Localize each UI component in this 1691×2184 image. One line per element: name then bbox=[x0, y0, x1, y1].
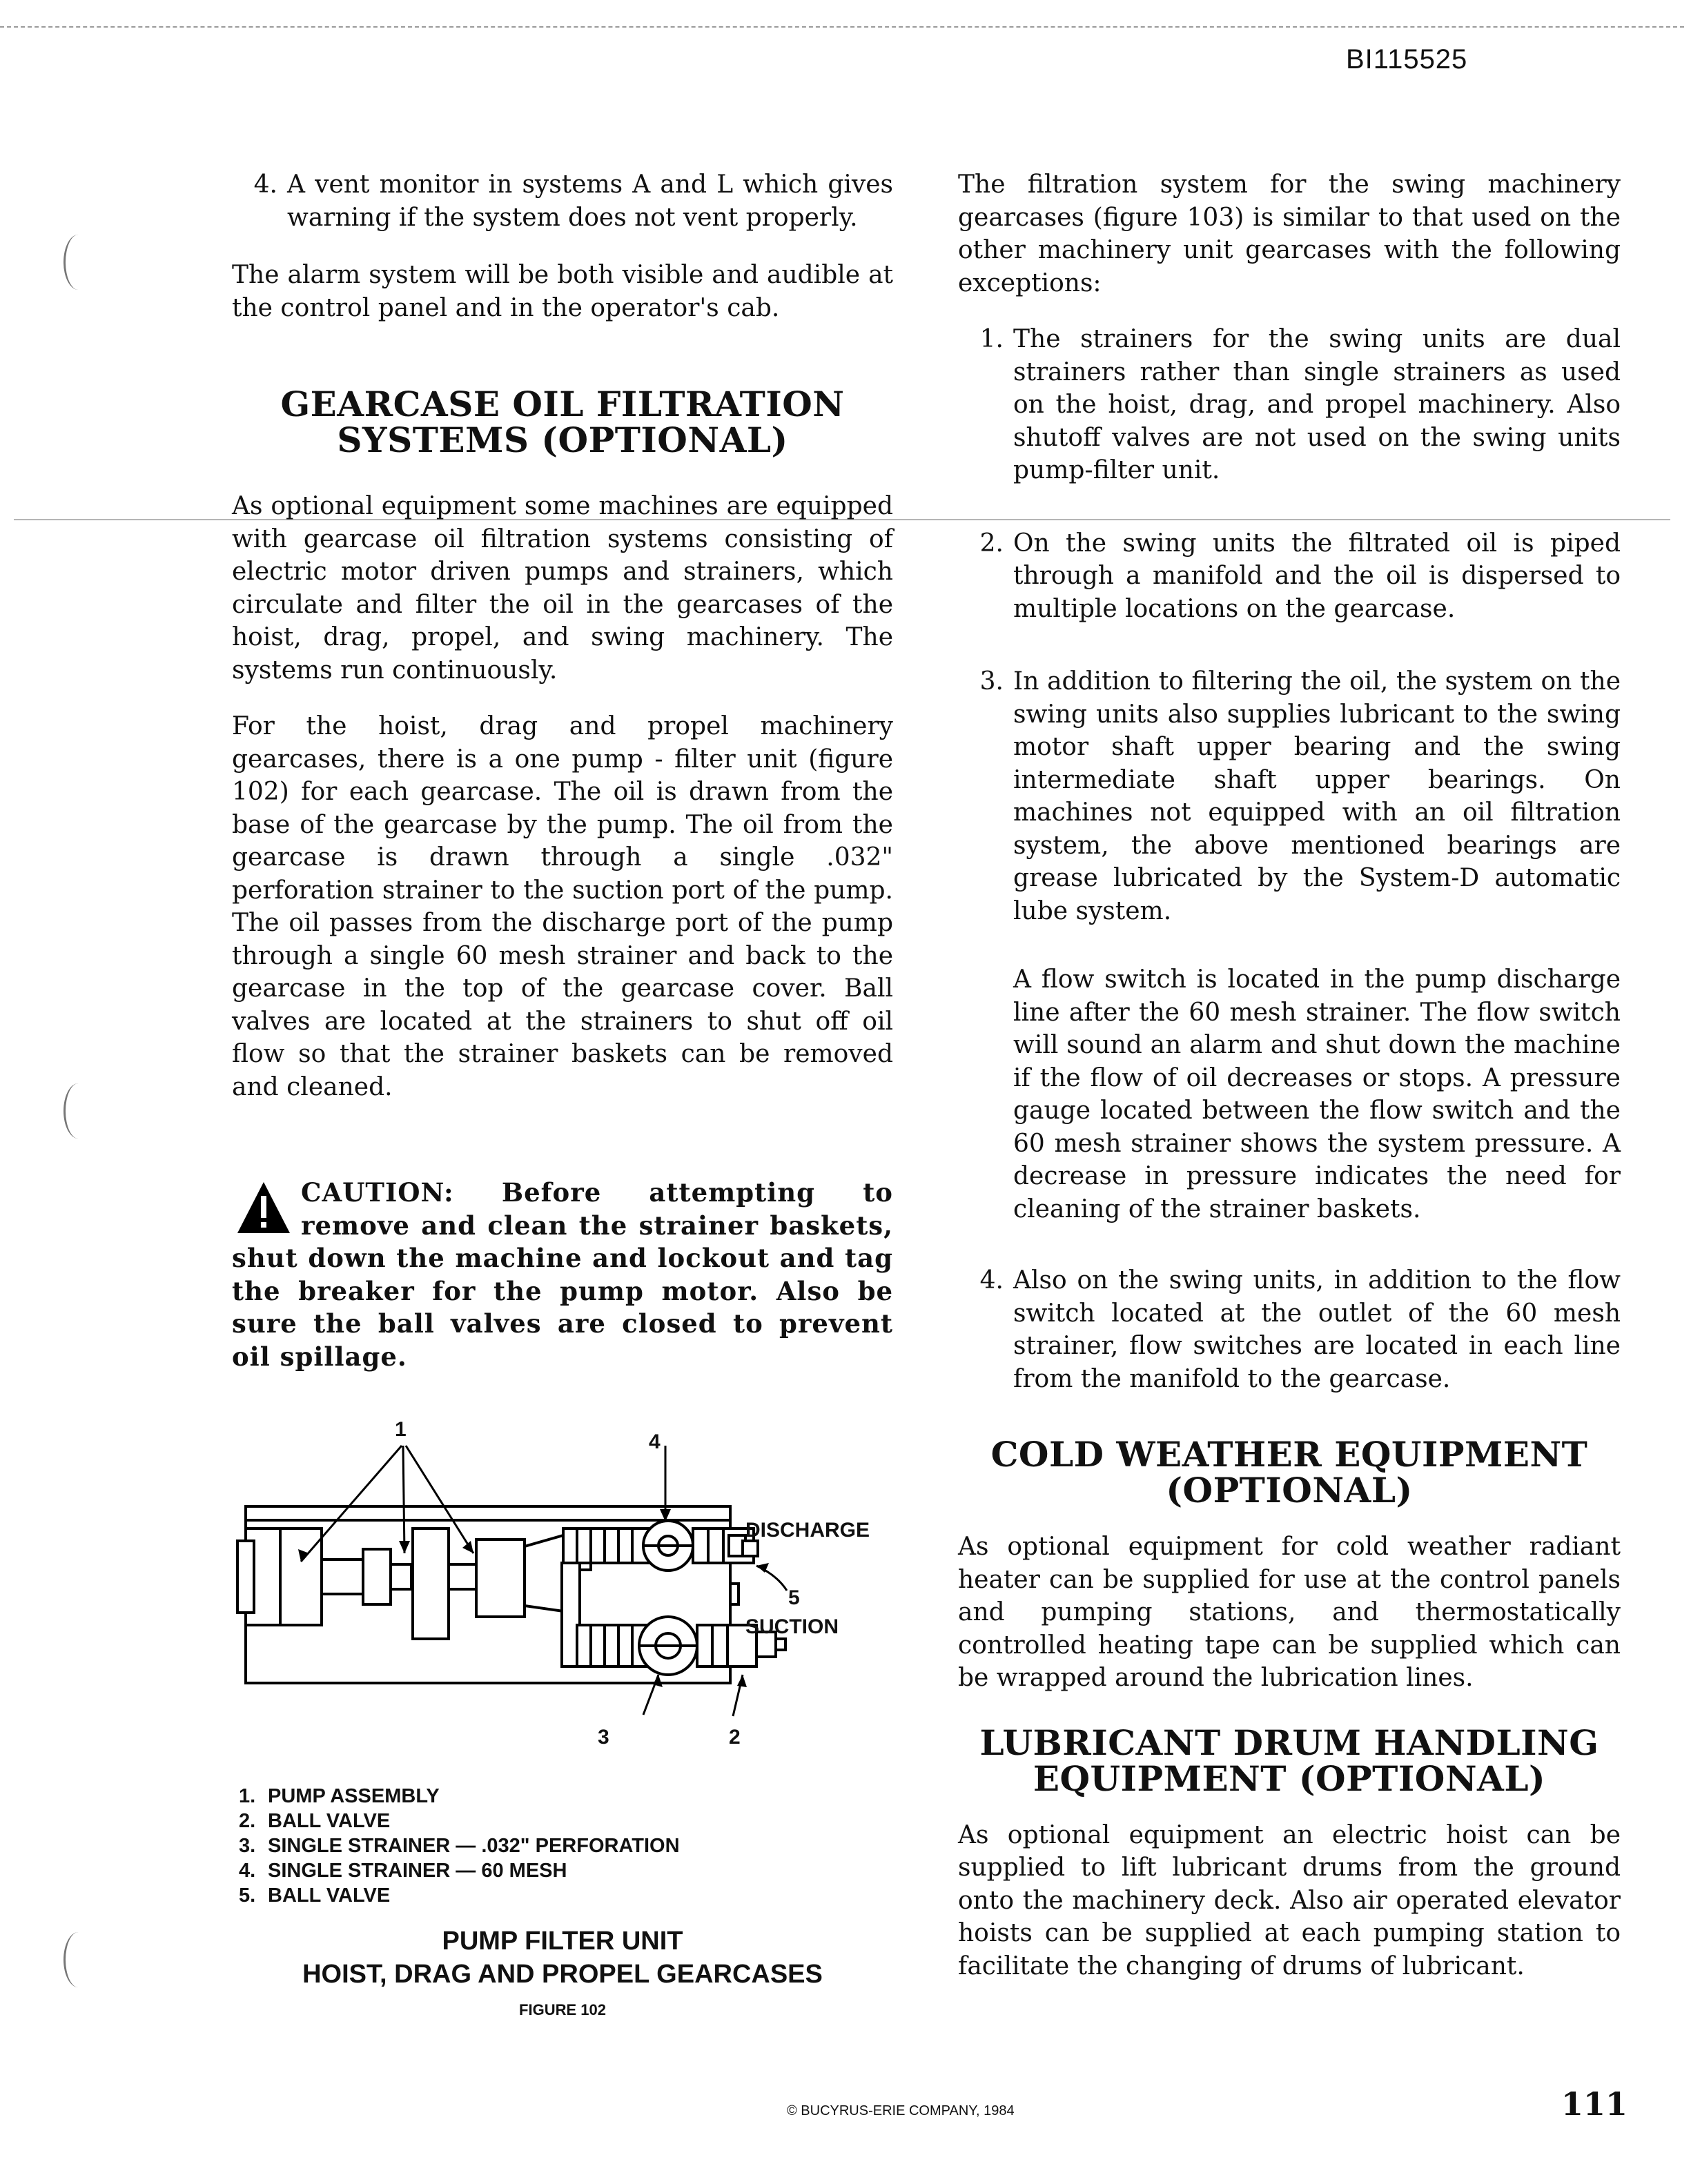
swing-intro-paragraph: The filtration system for the swing machinery gearcases (figure 103) is similar to that used on the other machinery unit gearcases with the following exceptions: bbox=[958, 170, 1621, 297]
filtration-paragraph-1: As optional equipment some machines are equipped with gearcase oil filtration systems consisting of electric motor driven pumps and strainers, which circulate and filter the oil in the gearcases of the hoist, drag, propel, and swing machinery. The systems run continuously. bbox=[232, 492, 893, 685]
heading-line: SYSTEMS (OPTIONAL) bbox=[337, 420, 788, 460]
list-item bbox=[958, 665, 1621, 927]
legend-number: 1. bbox=[239, 1785, 256, 1807]
legend-item bbox=[239, 1784, 680, 1809]
legend-text: BALL VALVE bbox=[268, 1885, 391, 1907]
figure-legend bbox=[239, 1784, 680, 1908]
callout-1: 1 bbox=[395, 1418, 407, 1441]
legend-text: PUMP ASSEMBLY bbox=[268, 1785, 440, 1807]
legend-item bbox=[239, 1833, 680, 1858]
binder-hole-mark bbox=[63, 235, 93, 290]
section-heading-filtration bbox=[232, 386, 893, 458]
filtration-paragraph-2: For the hoist, drag and propel machinery gearcases, there is a one pump - filter unit (figure 102) for each gearcase. The oil is drawn from the base of the gearcase by the pump. The oil from the gearcase is drawn through a single .032" perforation strainer to the suction port of the pump. The oil passes from the discharge port of the pump through a single 60 mesh strainer and back to the gearcase in the top of the gearcase cover. Ball valves are located at the strainers to shut off oil flow so that the strainer baskets can be removed and cleaned. bbox=[232, 712, 893, 1101]
binder-hole-mark bbox=[63, 1083, 93, 1139]
callout-3: 3 bbox=[598, 1726, 609, 1749]
list-item-number: 1. bbox=[979, 325, 1004, 353]
list-item-text: On the swing units the filtrated oil is piped through a manifold and the oil is dispersed to multiple locations on the gearcase. bbox=[1013, 529, 1621, 623]
legend-text: BALL VALVE bbox=[268, 1810, 391, 1832]
figure-number: FIGURE 102 bbox=[519, 2001, 606, 2018]
heading-line: EQUIPMENT (OPTIONAL) bbox=[1033, 1758, 1546, 1799]
suction-label: SUCTION bbox=[745, 1615, 839, 1638]
scan-artifact-top-line bbox=[0, 26, 1684, 28]
cold-weather-paragraph: As optional equipment for cold weather radiant heater can be supplied for use at the control panels and pumping stations, and thermostatically controlled heating tape can be supplied which can be wrapped around the lubrication lines. bbox=[958, 1533, 1621, 1692]
callout-5: 5 bbox=[788, 1586, 800, 1609]
callout-4: 4 bbox=[649, 1430, 661, 1453]
flow-switch-paragraph: A flow switch is located in the pump discharge line after the 60 mesh strainer. The flow switch will sound an alarm and shut down the machine if the flow of oil decreases or stops. A pressure gauge located between the flow switch and the 60 mesh strainer shows the system pressure. A decrease in pressure indicates the need for cleaning of the strainer baskets. bbox=[1013, 965, 1621, 1223]
list-item bbox=[958, 323, 1621, 487]
list-item-number: 3. bbox=[979, 667, 1004, 696]
figure-caption-subtitle: HOIST, DRAG AND PROPEL GEARCASES bbox=[302, 1960, 823, 1989]
section-heading-drum-handling bbox=[958, 1722, 1621, 1799]
left-column bbox=[232, 168, 893, 1373]
caution-notice bbox=[232, 1177, 893, 1373]
list-item-text: The strainers for the swing units are dual strainers rather than single strainers as used on the hoist, drag, and propel machinery. Also shutoff valves are not used on the swing units pump-filter unit. bbox=[1013, 325, 1621, 484]
right-column bbox=[958, 168, 1621, 2006]
list-item-text: A vent monitor in systems A and L which gives warning if the system does not vent properly. bbox=[287, 170, 893, 232]
list-item-text: Also on the swing units, in addition to the flow switch located at the outlet of the 60 mesh strainer, flow switches are located in each line from the manifold to the gearcase. bbox=[1013, 1266, 1621, 1393]
drum-handling-paragraph: As optional equipment an electric hoist can be supplied to lift lubricant drums from the ground onto the machinery deck. Also air operated elevator hoists can be supplied at each pumping station to facilitate the changing of drums of lubricant. bbox=[958, 1820, 1621, 1980]
list-item bbox=[232, 168, 893, 234]
legend-number: 3. bbox=[239, 1835, 256, 1857]
legend-number: 5. bbox=[239, 1885, 256, 1907]
legend-item bbox=[239, 1883, 680, 1908]
copyright-footer: © BUCYRUS-ERIE COMPANY, 1984 bbox=[787, 2103, 1015, 2118]
discharge-label: DISCHARGE bbox=[745, 1519, 870, 1542]
list-item-number: 2. bbox=[979, 529, 1004, 558]
heading-line: GEARCASE OIL FILTRATION bbox=[280, 384, 845, 424]
legend-item bbox=[239, 1858, 680, 1883]
list-item-number: 4. bbox=[979, 1266, 1004, 1295]
pump-filter-diagram bbox=[232, 1418, 893, 1763]
warning-triangle-icon bbox=[236, 1181, 291, 1236]
heading-line: (OPTIONAL) bbox=[1166, 1470, 1413, 1511]
legend-item bbox=[239, 1809, 680, 1833]
list-item-text: In addition to filtering the oil, the system on the swing units also supplies lubricant to the swing motor shaft upper bearing and the swing intermediate shaft upper bearings. On machines not equipped with an oil filtration system, the above mentioned bearings are grease lubricated by the System-D automatic lube system. bbox=[1013, 667, 1621, 925]
section-heading-cold-weather bbox=[958, 1434, 1621, 1511]
alarm-paragraph: The alarm system will be both visible and audible at the control panel and in the operator's cab. bbox=[232, 261, 893, 322]
legend-text: SINGLE STRAINER — .032" PERFORATION bbox=[268, 1835, 680, 1857]
legend-number: 2. bbox=[239, 1810, 256, 1832]
heading-line: LUBRICANT DRUM HANDLING bbox=[979, 1722, 1599, 1763]
list-item bbox=[958, 527, 1621, 626]
figure-caption-title: PUMP FILTER UNIT bbox=[442, 1927, 683, 1956]
page-number: 111 bbox=[1561, 2085, 1628, 2123]
list-item bbox=[958, 1264, 1621, 1395]
document-id: BI115525 bbox=[1346, 44, 1468, 75]
list-item-number: 4. bbox=[253, 170, 277, 199]
caution-text: CAUTION: Before attempting to remove and clean the strainer baskets, shut down the machine and lockout and tag the breaker for the pump motor. Also be sure the ball valves are closed to prevent oil spillage. bbox=[232, 1177, 893, 1372]
legend-number: 4. bbox=[239, 1860, 256, 1882]
binder-hole-mark bbox=[63, 1932, 93, 1987]
callout-2: 2 bbox=[729, 1726, 741, 1749]
legend-text: SINGLE STRAINER — 60 MESH bbox=[268, 1860, 567, 1882]
heading-line: COLD WEATHER EQUIPMENT bbox=[990, 1434, 1588, 1475]
